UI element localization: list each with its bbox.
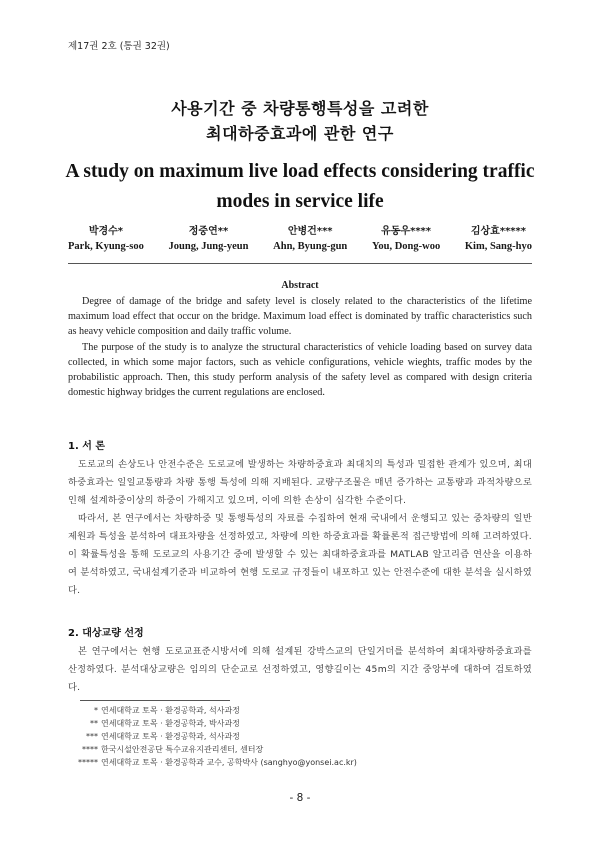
footnote-text: 연세대학교 토목 · 환경공학과, 박사과정 xyxy=(101,719,240,728)
section-1-body xyxy=(68,456,532,600)
section-2-body xyxy=(68,643,532,697)
abstract-heading: Abstract xyxy=(281,280,319,291)
author-name-english: Ahn, Byung-gun xyxy=(273,241,348,252)
footnote xyxy=(72,743,357,756)
author-list xyxy=(68,222,532,252)
korean-title-line-2: 최대하중효과에 관한 연구 xyxy=(206,124,394,143)
english-title: A study on maximum live load effects considering traffic modes in service life xyxy=(65,161,535,212)
footnote xyxy=(72,717,357,730)
author-name-korean: 유동우**** xyxy=(381,226,432,237)
author-name-english: You, Dong-woo xyxy=(371,241,441,252)
author xyxy=(68,222,144,252)
footnote xyxy=(72,704,357,717)
author-name-korean: 박경수* xyxy=(88,226,124,237)
body-paragraph: 본 연구에서는 현행 도로교표준시방서에 의해 설계된 강박스교의 단일거더를 분석하여 최대차량하중효과를 산정하였다. 분석대상교량은 임의의 단순교로 선정하였고, 영향길이는 45m의 지간 중앙부에 대하여 검토하였다. xyxy=(68,646,532,693)
section-1-heading: 1. 서 론 xyxy=(68,441,106,452)
journal-issue-note: 제17권 2호 (통권 32권) xyxy=(68,41,170,52)
footnote-text: 한국시설안전공단 특수교유지관리센터, 센터장 xyxy=(101,745,264,754)
korean-title-line-1: 사용기간 중 차량통행특성을 고려한 xyxy=(171,99,429,118)
author-name-english: Joung, Jung-yeun xyxy=(168,241,249,252)
author-name-english: Park, Kyung-soo xyxy=(68,241,144,252)
footnote-mark: ** xyxy=(90,719,98,728)
author xyxy=(465,222,532,252)
page-number: - 8 - xyxy=(289,792,311,804)
author xyxy=(169,222,249,252)
author-name-korean: 정중연** xyxy=(188,226,229,237)
author xyxy=(273,222,347,252)
footnote-divider xyxy=(80,700,230,701)
body-paragraph: 따라서, 본 연구에서는 차량하중 및 통행특성의 자료를 수집하여 현재 국내에서 운행되고 있는 중차량의 일반제원과 특성을 분석하여 대표차량을 선정하였고, 차량에 의한 하중효과를 확률론적 접근방법에 의해 고려하였다. 이 확률특성을 통해 도로교의 사용기간 중에 발생할 수 있는 최대하중효과를 MATLAB 알고리즘 연산을 이용하여 분석하였고, 국내설계기준과 비교하여 현행 도로교 규정들이 내포하고 있는 안전수준에 대한 분석을 실시하였다. xyxy=(68,513,532,596)
footnote-text: 연세대학교 토목 · 환경공학과, 석사과정 xyxy=(101,732,240,741)
abstract-paragraph: The purpose of the study is to analyze the structural characteristics of vehicle loading based on survey data collected, in which some major factors, such as vehicle configurations, vehicle wieghts, traffic modes by the probabilistic approach. Then, this study perform analysis of the safety level as compared with design criteria domestic highway bridges the current regulations are enclosed. xyxy=(68,341,532,399)
footnote-text: 연세대학교 토목 · 환경공학과, 석사과정 xyxy=(101,706,240,715)
author-name-korean: 안병건*** xyxy=(287,226,333,237)
footnote-mark: * xyxy=(94,706,98,715)
author-name-english: Kim, Sang-hyo xyxy=(464,241,532,252)
body-paragraph: 도로교의 손상도나 안전수준은 도로교에 발생하는 차량하중효과 최대치의 특성과 밀접한 관계가 있으며, 최대하중효과는 일일교통량과 차량 통행 특성에 의해 지배된다. 교량구조물은 매년 증가하는 교통량과 과적차량으로 인해 설계하중이상의 하중이 가해지고 있으며, 이에 의한 손상이 심각한 수준이다. xyxy=(68,459,532,506)
footnote-mark: *** xyxy=(86,732,98,741)
author xyxy=(372,222,440,252)
author-divider xyxy=(68,263,532,264)
footnote xyxy=(72,730,357,743)
author-name-korean: 김상효***** xyxy=(470,226,526,237)
footnote-mark: **** xyxy=(82,745,98,754)
abstract-paragraph: Degree of damage of the bridge and safety level is closely related to the characteristics of the lifetime maximum load effect that occur on the bridge. Maximum load effect is dominated by traffic characteristics such as heavy vehicle composition and daily traffic volume. xyxy=(68,296,532,338)
footnote-mark: ***** xyxy=(78,758,98,767)
section-2-heading: 2. 대상교량 선정 xyxy=(68,628,144,639)
footnote-text: 연세대학교 토목 · 환경공학과 교수, 공학박사 (sanghyo@yonsei.ac.kr) xyxy=(101,758,357,767)
abstract-body xyxy=(68,294,532,400)
footnote xyxy=(72,756,357,769)
footnotes xyxy=(72,704,357,769)
